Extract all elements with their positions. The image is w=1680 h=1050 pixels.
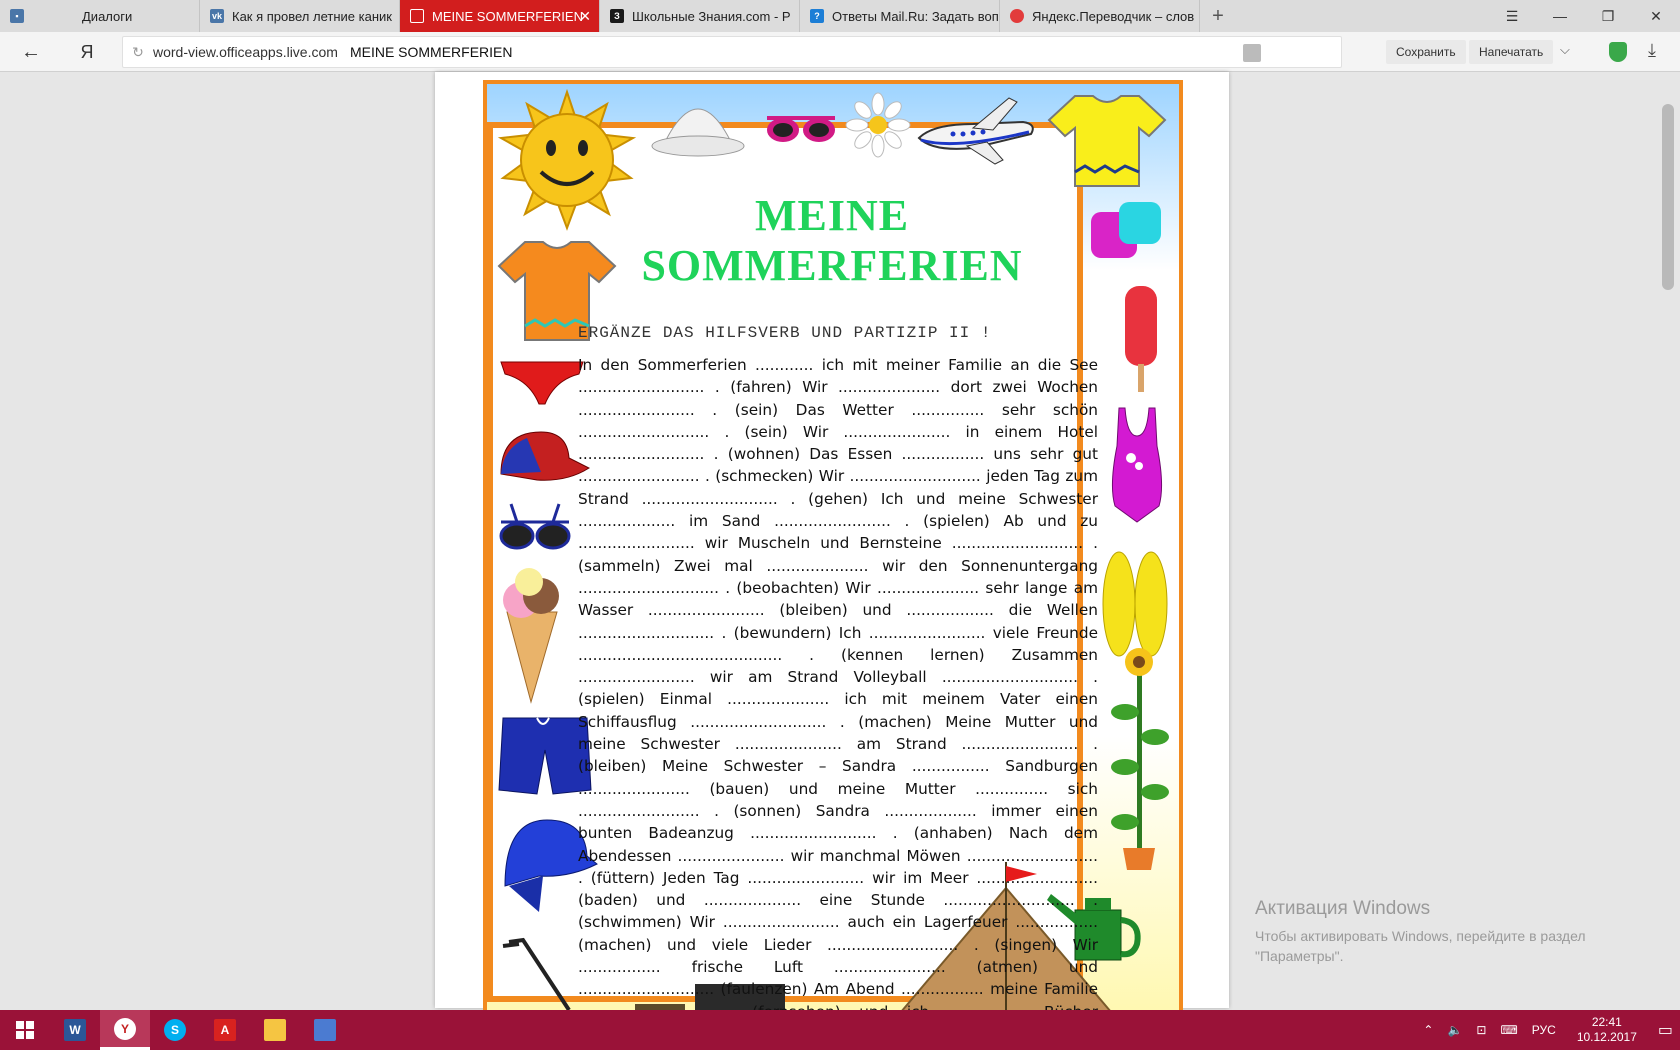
tab-znanija[interactable] [600, 0, 800, 32]
yandex-browser-icon: Y [114, 1018, 136, 1040]
minimize-icon[interactable]: — [1553, 8, 1567, 24]
app-window-icon [314, 1019, 336, 1041]
url-field[interactable] [122, 36, 1342, 68]
tab-label: MEINE SOMMERFERIEN [432, 8, 583, 24]
taskbar-skype[interactable] [150, 1010, 200, 1050]
url-host: word-view.officeapps.live.com [153, 44, 338, 60]
chevron-down-icon[interactable]: ⌵ [1560, 42, 1570, 57]
taskbar [0, 1010, 1680, 1050]
daisy-icon [847, 94, 909, 156]
pdf-icon: A [214, 1019, 236, 1041]
clock[interactable] [1577, 1015, 1637, 1045]
translate-icon [1010, 9, 1024, 23]
tab-dialogs[interactable] [0, 0, 200, 32]
save-button[interactable]: Сохранить [1386, 40, 1466, 64]
document-icon [410, 9, 424, 23]
skype-icon: S [164, 1019, 186, 1041]
folder-icon [264, 1019, 286, 1041]
watermark-title: Активация Windows [1255, 898, 1431, 919]
question-icon: ? [810, 9, 824, 23]
close-tab-icon[interactable]: ✕ [579, 8, 591, 24]
network-icon[interactable]: ⊡ [1476, 1023, 1487, 1037]
sunflower-icon [1107, 642, 1173, 872]
vk-icon: vk [211, 11, 222, 21]
watermark-line-3: "Параметры". [1255, 948, 1344, 964]
sunglasses-icon [761, 98, 841, 150]
tab-otvety-mail[interactable] [800, 0, 1000, 32]
popsicle-icon [1121, 284, 1161, 394]
taskbar-word[interactable] [50, 1010, 100, 1050]
taskbar-acrobat[interactable] [200, 1010, 250, 1050]
notifications-icon[interactable]: ▭ [1657, 1022, 1673, 1039]
window-controls [1488, 0, 1680, 32]
tab-bar [0, 0, 1680, 32]
swim-briefs-icon [499, 358, 585, 408]
back-arrow-icon[interactable]: ← [21, 40, 41, 63]
yellow-tshirt-icon [1045, 90, 1169, 190]
document-body-text: In den Sommerferien ............ ich mit meiner Familie an die See .......................... . (fahren) Wir ..................... dort zwei Wochen ........................ . (sein) Das Wetter ............... sehr schön ........................... . (sein) Wir ...................... in einem Hotel .......................... . (wohnen) Das Essen ................. uns sehr gut ......................... . (schmecken) Wir ........................... jeden Tag zum Strand ............................ . (gehen) Ich und meine Schwester .................... im Sand ........................ . (spielen) Ab und zu ........................ wir Muscheln und Bernsteine ........................... . (sammeln) Zwei mal ..................... wir den Sonnenuntergang ............................. . (beobachten) Wir ..................... sehr lange am Wasser ........................ (bleiben) und .................. die Wellen ............................ . (bewundern) Ich ........................ viele Freunde .......................................... . (kennen lernen) Zusammen ........................ wir am Strand Volleyball ............................ . (spielen) Einmal ..................... ich mit meinem Vater einen Schiffausflug ............................ . (machen) Meine Mutter und meine Schwester ...................... am Strand ........................ . (bleiben) Meine Schwester – Sandra ................ Sandburgen ....................... (bauen) und meine Mutter ............... sich ......................... . (sonnen) Sandra ................... immer einen bunten Badeanzug .......................... . (anhaben) Nach dem Abendessen ...................... wir manchmal Möwen ........................... . (füttern) Jeden Tag ........................ wir im Meer .........................(baden) und .................... eine Stunde ........................... . (schwimmen) Wir ........................ auch ein Lagerfeuer ................. (machen) und viele Lieder ........................... . (singen) Wir ................. frische Luft ....................... (atmen) und ............................ (faulenzen) Am Abend ................. meine Familie [578, 356, 1098, 999]
lock-icon[interactable] [1243, 44, 1261, 62]
tab-label: Яндекс.Переводчик – слов [1032, 8, 1195, 24]
clock-date: 10.12.2017 [1576, 1030, 1637, 1044]
cap-icon [497, 428, 589, 484]
taskbar-explorer[interactable] [250, 1010, 300, 1050]
windows-activation-watermark [1255, 898, 1586, 966]
volume-icon[interactable]: 🔈 [1447, 1023, 1463, 1037]
taskbar-yandex-browser[interactable] [100, 1010, 150, 1050]
reload-icon[interactable]: ↻ [132, 43, 144, 60]
vertical-scrollbar[interactable] [1662, 104, 1674, 290]
lawnmower-icon [499, 936, 579, 1016]
language-indicator[interactable]: РУС [1531, 1023, 1556, 1037]
protect-shield-icon[interactable] [1609, 42, 1627, 62]
download-icon[interactable]: ⤓ [1648, 40, 1656, 60]
znanija-icon: З [610, 9, 624, 23]
document-subtitle: ERGÄNZE DAS HILFSVERB UND PARTIZIP II ! [578, 324, 992, 342]
url-page-title: MEINE SOMMERFERIEN [349, 44, 513, 60]
chevron-up-icon[interactable]: ⌃ [1423, 1023, 1434, 1037]
tab-label: Диалоги [82, 8, 133, 24]
word-icon: W [64, 1019, 86, 1041]
tab-label: Школьные Знания.com - Р [632, 8, 791, 24]
windows-start-icon[interactable] [0, 1010, 50, 1050]
swimsuit-icon [1107, 406, 1167, 526]
restore-icon[interactable]: ❐ [1601, 7, 1615, 24]
tab-yandex-translate[interactable] [1000, 0, 1200, 32]
tab-label: Ответы Mail.Ru: Задать воп [832, 8, 999, 24]
document-page [435, 72, 1229, 1008]
document-title-line-1: MEINE [754, 191, 910, 240]
clock-time: 22:41 [1591, 1015, 1622, 1029]
windows-logo-icon [16, 1021, 34, 1039]
ice-cream-icon [499, 568, 565, 704]
yandex-logo-icon[interactable]: Я [80, 41, 94, 62]
watermark-line-2: Чтобы активировать Windows, перейдите в раздел [1255, 928, 1586, 944]
new-tab-button[interactable]: + [1212, 4, 1224, 27]
close-window-icon[interactable]: ✕ [1650, 7, 1662, 24]
tab-meine-sommerferien[interactable] [400, 0, 600, 32]
sunglasses-blue-icon [497, 500, 573, 556]
taskbar-app[interactable] [300, 1010, 350, 1050]
messages-icon: ▪ [10, 9, 24, 23]
tab-label: Как я провел летние каник [232, 8, 392, 24]
print-button[interactable]: Напечатать [1469, 40, 1553, 64]
system-tray [1416, 1015, 1680, 1045]
keyboard-icon[interactable]: ⌨ [1500, 1023, 1518, 1037]
document-title-line-2: SOMMERFERIEN [641, 241, 1023, 290]
airplane-icon [913, 94, 1041, 166]
tab-vk[interactable] [200, 0, 400, 32]
menu-icon[interactable]: ☰ [1505, 7, 1519, 24]
sun-hat-icon [650, 94, 746, 160]
